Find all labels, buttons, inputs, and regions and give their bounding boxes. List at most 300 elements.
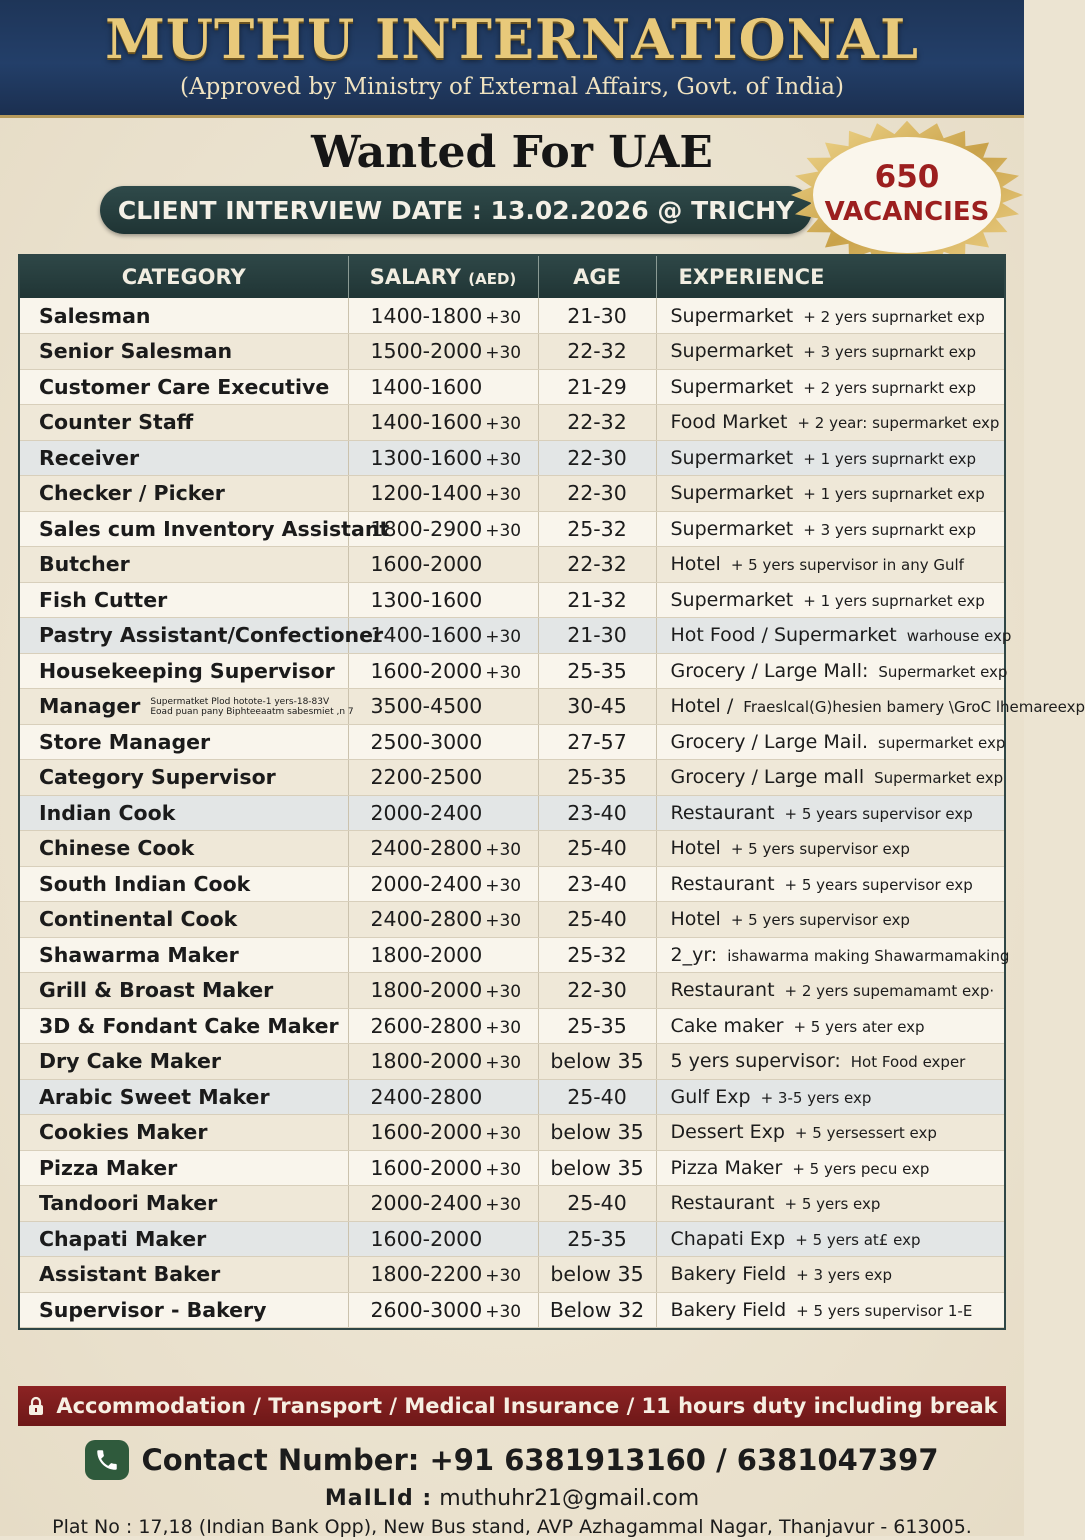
- cell-category: [20, 831, 348, 867]
- cell-experience: [656, 618, 1012, 654]
- cell-category: [20, 866, 348, 902]
- approval-subtitle: (Approved by Ministry of External Affairs, Govt. of India): [180, 74, 844, 100]
- header-banner: [0, 0, 1024, 118]
- cell-age: 25-35: [538, 760, 656, 796]
- table-header-row: [20, 256, 1004, 298]
- cell-category: [20, 582, 348, 618]
- table-row: [20, 831, 1004, 867]
- lock-icon: [26, 1396, 46, 1416]
- salary-plus: +30: [485, 662, 522, 683]
- salary-plus: +30: [485, 1053, 522, 1074]
- salary-plus: +30: [485, 911, 522, 932]
- cell-category: [20, 440, 348, 476]
- salary-text: 1400-1800: [370, 303, 483, 328]
- salary-plus: +30: [485, 627, 522, 648]
- table-row: [20, 1115, 1004, 1151]
- cell-salary: [348, 1150, 538, 1186]
- experience-extra: Fraeslcal(G)hesien bamery \GroC lhemareexp: [743, 698, 1085, 717]
- category-text: Salesman: [39, 303, 151, 328]
- experience-extra: + 2 yers suprnarket exp: [803, 307, 985, 326]
- cell-experience: [656, 511, 1004, 547]
- category-text: Shawarma Maker: [39, 942, 239, 967]
- cell-salary: [348, 1044, 538, 1080]
- cell-salary: [348, 511, 538, 547]
- experience-text: Supermarket: [670, 375, 794, 398]
- cell-experience: [656, 1221, 1004, 1257]
- experience-text: Hotel: [670, 837, 721, 860]
- experience-extra: + 5 yersessert exp: [794, 1124, 937, 1143]
- mail-label: MaILId :: [324, 1486, 433, 1511]
- cell-category: [20, 1292, 348, 1328]
- header-experience: EXPERIENCE: [656, 256, 1004, 298]
- cell-age: 22-32: [538, 547, 656, 583]
- cell-age: 25-35: [538, 653, 656, 689]
- cell-experience: [656, 902, 1004, 938]
- salary-text: 1500-2000: [370, 339, 483, 364]
- cell-age: 23-40: [538, 795, 656, 831]
- salary-text: 1200-1400: [370, 481, 483, 506]
- salary-plus: +30: [485, 840, 522, 861]
- cell-category: [20, 618, 384, 654]
- salary-text: 1600-2000: [370, 1120, 483, 1145]
- cell-age: 23-40: [538, 866, 656, 902]
- cell-category: [20, 405, 348, 441]
- experience-text: Bakery Field: [670, 1263, 787, 1286]
- mail-line: [0, 1484, 1024, 1514]
- experience-extra: ishawarma making Shawarmamaking: [727, 946, 1010, 965]
- category-note-line: Eoad puan pany Biphteeaatm sabesmiet ,n 7: [150, 707, 354, 718]
- cell-age: 21-32: [538, 582, 656, 618]
- cell-experience: [656, 937, 1010, 973]
- experience-text: Restaurant: [670, 872, 775, 895]
- salary-plus: +30: [485, 982, 522, 1003]
- category-text: Tandoori Maker: [39, 1191, 218, 1216]
- contact-line: [0, 1436, 1024, 1484]
- cell-salary: [348, 866, 538, 902]
- cell-experience: [656, 760, 1004, 796]
- cell-experience: [656, 547, 1004, 583]
- cell-age: 25-40: [538, 1079, 656, 1115]
- category-text: Butcher: [39, 552, 130, 577]
- experience-extra: + 1 yers suprnarket exp: [803, 591, 985, 610]
- cell-experience: [656, 866, 1004, 902]
- phone-icon: [85, 1440, 129, 1480]
- salary-text: 1800-2200: [370, 1262, 483, 1287]
- header-salary: [348, 256, 538, 298]
- table-row: [20, 1079, 1004, 1115]
- vacancy-count: 650: [874, 159, 940, 195]
- cell-age: Below 32: [538, 1292, 656, 1328]
- category-text: Checker / Picker: [39, 481, 225, 506]
- cell-salary: [348, 795, 538, 831]
- category-text: Continental Cook: [39, 907, 238, 932]
- experience-extra: supermarket exp: [878, 733, 1006, 752]
- cell-experience: [656, 334, 1004, 370]
- experience-text: Gulf Exp: [670, 1085, 751, 1108]
- cell-age: 25-40: [538, 1186, 656, 1222]
- cell-category: [20, 653, 348, 689]
- experience-extra: + 5 yers supervisor exp: [730, 840, 910, 859]
- experience-text: Grocery / Large Mall:: [670, 659, 869, 682]
- cell-category: [20, 476, 348, 512]
- salary-text: 2400-2800: [370, 1084, 483, 1109]
- header-salary-unit: (AED): [468, 270, 517, 288]
- salary-text: 2200-2500: [370, 765, 483, 790]
- cell-experience: [656, 1044, 1004, 1080]
- cell-age: 25-40: [538, 831, 656, 867]
- cell-category: [20, 973, 348, 1009]
- cell-salary: [348, 1115, 538, 1151]
- benefits-bar: [18, 1386, 1006, 1426]
- cell-category: [20, 1044, 348, 1080]
- cell-experience: [656, 1115, 1004, 1151]
- table-row: [20, 1044, 1004, 1080]
- cell-age: below 35: [538, 1044, 656, 1080]
- cell-age: 25-32: [538, 937, 656, 973]
- cell-experience: [656, 1292, 1004, 1328]
- experience-extra: + 5 yers exp: [784, 1195, 881, 1214]
- salary-text: 2500-3000: [370, 729, 483, 754]
- cell-salary: [348, 653, 538, 689]
- cell-salary: [348, 724, 538, 760]
- vacancy-label: VACANCIES: [824, 197, 990, 227]
- cell-experience: [656, 831, 1004, 867]
- experience-text: Hot Food / Supermarket: [670, 624, 897, 647]
- cell-experience: [656, 582, 1004, 618]
- cell-salary: [348, 582, 538, 618]
- cell-category: [20, 902, 348, 938]
- experience-extra: + 5 yers supervisor in any Gulf: [730, 556, 964, 575]
- experience-extra: warhouse exp: [906, 627, 1012, 646]
- salary-plus: +30: [485, 1195, 522, 1216]
- table-row: [20, 795, 1004, 831]
- experience-extra: Supermarket exp: [878, 662, 1008, 681]
- salary-text: 1600-2000: [370, 552, 483, 577]
- table-row: [20, 1292, 1004, 1328]
- table-row: [20, 689, 1004, 725]
- salary-text: 1800-2000: [370, 978, 483, 1003]
- category-text: Category Supervisor: [39, 765, 276, 790]
- category-text: Manager: [39, 694, 141, 719]
- table-row: [20, 1257, 1004, 1293]
- experience-text: Supermarket: [670, 482, 794, 505]
- experience-extra: + 5 yers ater exp: [793, 1017, 925, 1036]
- cell-salary: [348, 937, 538, 973]
- cell-category: [20, 1186, 348, 1222]
- cell-age: below 35: [538, 1257, 656, 1293]
- salary-plus: +30: [485, 307, 522, 328]
- table-row: [20, 902, 1004, 938]
- category-text: Counter Staff: [39, 410, 194, 435]
- category-note-line: Supermatket Plod hotote-1 yers-18-83V: [150, 697, 330, 708]
- experience-text: Supermarket: [670, 304, 794, 327]
- salary-plus: +30: [485, 449, 522, 470]
- mail-address[interactable]: muthuhr21@gmail.com: [439, 1486, 700, 1511]
- table-row: [20, 1186, 1004, 1222]
- cell-salary: [348, 831, 538, 867]
- table-row: [20, 760, 1004, 796]
- cell-experience: [656, 1008, 1004, 1044]
- category-text: Receiver: [39, 445, 140, 470]
- salary-plus: +30: [485, 414, 522, 435]
- experience-text: 2_yr:: [670, 943, 718, 966]
- cell-category: [20, 547, 348, 583]
- cell-category: [20, 1150, 348, 1186]
- category-text: Grill & Broast Maker: [39, 978, 274, 1003]
- experience-text: Bakery Field: [670, 1298, 787, 1321]
- experience-text: Restaurant: [670, 801, 775, 824]
- cell-experience: [656, 795, 1004, 831]
- category-text: Senior Salesman: [39, 339, 233, 364]
- cell-category: [20, 760, 348, 796]
- cell-age: 22-30: [538, 476, 656, 512]
- category-text: Sales cum Inventory Assistant: [39, 516, 390, 541]
- salary-text: 1400-1600: [370, 410, 483, 435]
- category-text: Assistant Baker: [39, 1262, 221, 1287]
- salary-plus: +30: [485, 1159, 522, 1180]
- salary-text: 1600-2000: [370, 1155, 483, 1180]
- category-text: Pizza Maker: [39, 1155, 178, 1180]
- experience-text: Hotel: [670, 908, 721, 931]
- experience-extra: + 1 yers suprnarkt exp: [803, 449, 977, 468]
- category-text: Dry Cake Maker: [39, 1049, 221, 1074]
- experience-extra: + 5 yers at£ exp: [795, 1230, 921, 1249]
- cell-age: 21-30: [538, 618, 656, 654]
- experience-extra: Supermarket exp: [874, 769, 1004, 788]
- vacancy-table: [18, 254, 1085, 1330]
- table-row: [20, 973, 1004, 1009]
- cell-age: 22-32: [538, 405, 656, 441]
- cell-experience: [656, 1186, 1004, 1222]
- cell-experience: [656, 1257, 1004, 1293]
- experience-extra: + 2 year: supermarket exp: [797, 414, 1000, 433]
- cell-category: [20, 937, 348, 973]
- header-category: CATEGORY: [20, 256, 348, 298]
- cell-salary: [348, 973, 538, 1009]
- cell-salary: [348, 689, 538, 725]
- cell-salary: [348, 1221, 538, 1257]
- experience-extra: + 5 yers pecu exp: [792, 1159, 930, 1178]
- category-text: Store Manager: [39, 729, 211, 754]
- category-text: Supervisor - Bakery: [39, 1297, 267, 1322]
- category-text: Housekeeping Supervisor: [39, 658, 335, 683]
- cell-experience: [656, 476, 1004, 512]
- table-row: [20, 937, 1004, 973]
- cell-age: below 35: [538, 1115, 656, 1151]
- cell-age: below 35: [538, 1150, 656, 1186]
- table-row: [20, 653, 1004, 689]
- experience-text: Food Market: [670, 411, 788, 434]
- cell-category: [20, 369, 348, 405]
- wanted-title: Wanted For UAE: [311, 127, 713, 178]
- cell-experience: [656, 1079, 1004, 1115]
- salary-plus: +30: [485, 1017, 522, 1038]
- table-row: [20, 724, 1004, 760]
- cell-salary: [348, 1292, 538, 1328]
- header-age: AGE: [538, 256, 656, 298]
- cell-age: 25-35: [538, 1008, 656, 1044]
- cell-salary: [348, 1186, 538, 1222]
- experience-text: Restaurant: [670, 979, 775, 1002]
- cell-salary: [348, 618, 538, 654]
- salary-plus: +30: [485, 1301, 522, 1322]
- category-text: Fish Cutter: [39, 587, 168, 612]
- table-row: [20, 298, 1004, 334]
- cell-experience: [656, 689, 1085, 725]
- experience-extra: Hot Food exper: [850, 1053, 966, 1072]
- category-text: Pastry Assistant/Confectioner: [39, 623, 384, 648]
- experience-extra: + 5 yers supervisor 1-E: [796, 1301, 973, 1320]
- salary-text: 1800-2900: [370, 516, 483, 541]
- salary-text: 1600-2000: [370, 1226, 483, 1251]
- cell-salary: [348, 440, 538, 476]
- experience-text: Hotel /: [670, 695, 734, 718]
- cell-category: [20, 298, 348, 334]
- experience-text: Supermarket: [670, 446, 794, 469]
- category-text: Chinese Cook: [39, 836, 195, 861]
- salary-text: 1300-1600: [370, 587, 483, 612]
- category-text: South Indian Cook: [39, 871, 251, 896]
- cell-experience: [656, 369, 1004, 405]
- salary-text: 2400-2800: [370, 836, 483, 861]
- salary-text: 2000-2400: [370, 1191, 483, 1216]
- cell-salary: [348, 1008, 538, 1044]
- category-text: Indian Cook: [39, 800, 176, 825]
- experience-extra: + 2 yers supemamamt exp·: [784, 982, 995, 1001]
- cell-category: [20, 511, 390, 547]
- cell-salary: [348, 1257, 538, 1293]
- salary-plus: +30: [485, 1124, 522, 1145]
- cell-age: 22-32: [538, 334, 656, 370]
- cell-experience: [656, 1150, 1004, 1186]
- salary-plus: +30: [485, 520, 522, 541]
- salary-plus: +30: [485, 875, 522, 896]
- cell-age: 21-29: [538, 369, 656, 405]
- cell-age: 27-57: [538, 724, 656, 760]
- salary-text: 1400-1600: [370, 623, 483, 648]
- experience-extra: + 3 yers exp: [796, 1266, 893, 1285]
- experience-extra: + 5 years supervisor exp: [784, 804, 973, 823]
- table-row: [20, 1008, 1004, 1044]
- table-row: [20, 866, 1004, 902]
- cell-salary: [348, 547, 538, 583]
- experience-text: Chapati Exp: [670, 1227, 786, 1250]
- cell-age: 25-40: [538, 902, 656, 938]
- salary-text: 1800-2000: [370, 942, 483, 967]
- category-text: Cookies Maker: [39, 1120, 208, 1145]
- salary-text: 1600-2000: [370, 658, 483, 683]
- cell-age: 22-30: [538, 973, 656, 1009]
- experience-extra: + 5 yers supervisor exp: [730, 911, 910, 930]
- salary-plus: +30: [485, 1266, 522, 1287]
- cell-salary: [348, 760, 538, 796]
- category-note: [150, 697, 353, 717]
- cell-experience: [656, 405, 1004, 441]
- experience-text: Supermarket: [670, 517, 794, 540]
- cell-category: [20, 689, 354, 725]
- cell-category: [20, 334, 348, 370]
- cell-salary: [348, 476, 538, 512]
- table-row: [20, 334, 1004, 370]
- cell-age: 22-30: [538, 440, 656, 476]
- table-row: [20, 476, 1004, 512]
- brand-title: MUTHU INTERNATIONAL: [105, 7, 919, 71]
- experience-extra: + 3 yers suprnarkt exp: [803, 343, 977, 362]
- interview-date-text: CLIENT INTERVIEW DATE : 13.02.2026 @ TRICHY: [117, 195, 795, 225]
- cell-experience: [656, 973, 1004, 1009]
- table-row: [20, 618, 1004, 654]
- category-text: Chapati Maker: [39, 1226, 207, 1251]
- interview-date-banner: [100, 186, 812, 234]
- salary-plus: +30: [485, 485, 522, 506]
- experience-extra: + 3-5 yers exp: [760, 1088, 872, 1107]
- salary-text: 3500-4500: [370, 694, 483, 719]
- table-row: [20, 440, 1004, 476]
- table-row: [20, 582, 1004, 618]
- cell-salary: [348, 1079, 538, 1115]
- cell-salary: [348, 298, 538, 334]
- cell-category: [20, 1008, 348, 1044]
- office-address: Plat No : 17,18 (Indian Bank Opp), New Bus stand, AVP Azhagammal Nagar, Thanjavur - 613005.: [52, 1516, 972, 1538]
- category-text: Arabic Sweet Maker: [39, 1084, 270, 1109]
- experience-text: Dessert Exp: [670, 1121, 785, 1144]
- cell-age: 21-30: [538, 298, 656, 334]
- cell-salary: [348, 334, 538, 370]
- table-row: [20, 405, 1004, 441]
- salary-text: 1800-2000: [370, 1049, 483, 1074]
- table-row: [20, 1221, 1004, 1257]
- salary-text: 1300-1600: [370, 445, 483, 470]
- cell-category: [20, 1257, 348, 1293]
- cell-salary: [348, 902, 538, 938]
- experience-text: Supermarket: [670, 340, 794, 363]
- experience-extra: + 5 years supervisor exp: [784, 875, 973, 894]
- cell-experience: [656, 298, 1004, 334]
- experience-text: 5 yers supervisor:: [670, 1050, 841, 1073]
- cell-age: 30-45: [538, 689, 656, 725]
- cell-age: 25-32: [538, 511, 656, 547]
- salary-text: 2000-2400: [370, 871, 483, 896]
- experience-text: Pizza Maker: [670, 1156, 783, 1179]
- cell-experience: [656, 724, 1004, 760]
- experience-text: Restaurant: [670, 1192, 775, 1215]
- experience-text: Grocery / Large mall: [670, 766, 865, 789]
- category-text: Customer Care Executive: [39, 374, 330, 399]
- experience-extra: + 1 yers suprnarket exp: [803, 485, 985, 504]
- cell-salary: [348, 369, 538, 405]
- salary-text: 2000-2400: [370, 800, 483, 825]
- experience-text: Hotel: [670, 553, 721, 576]
- experience-text: Grocery / Large Mail.: [670, 730, 869, 753]
- cell-category: [20, 1079, 348, 1115]
- table-row: [20, 369, 1004, 405]
- benefits-text: Accommodation / Transport / Medical Insurance / 11 hours duty including break: [56, 1394, 998, 1418]
- cell-experience: [656, 653, 1008, 689]
- table-row: [20, 1150, 1004, 1186]
- experience-text: Cake maker: [670, 1014, 784, 1037]
- experience-text: Supermarket: [670, 588, 794, 611]
- experience-extra: + 2 yers suprnarkt exp: [803, 378, 977, 397]
- salary-text: 1400-1600: [370, 374, 483, 399]
- cell-category: [20, 1221, 348, 1257]
- cell-category: [20, 724, 348, 760]
- experience-extra: + 3 yers suprnarkt exp: [803, 520, 977, 539]
- cell-category: [20, 1115, 348, 1151]
- table-row: [20, 547, 1004, 583]
- cell-age: 25-35: [538, 1221, 656, 1257]
- table-row: [20, 511, 1004, 547]
- contact-number[interactable]: Contact Number: +91 6381913160 / 6381047397: [141, 1443, 939, 1477]
